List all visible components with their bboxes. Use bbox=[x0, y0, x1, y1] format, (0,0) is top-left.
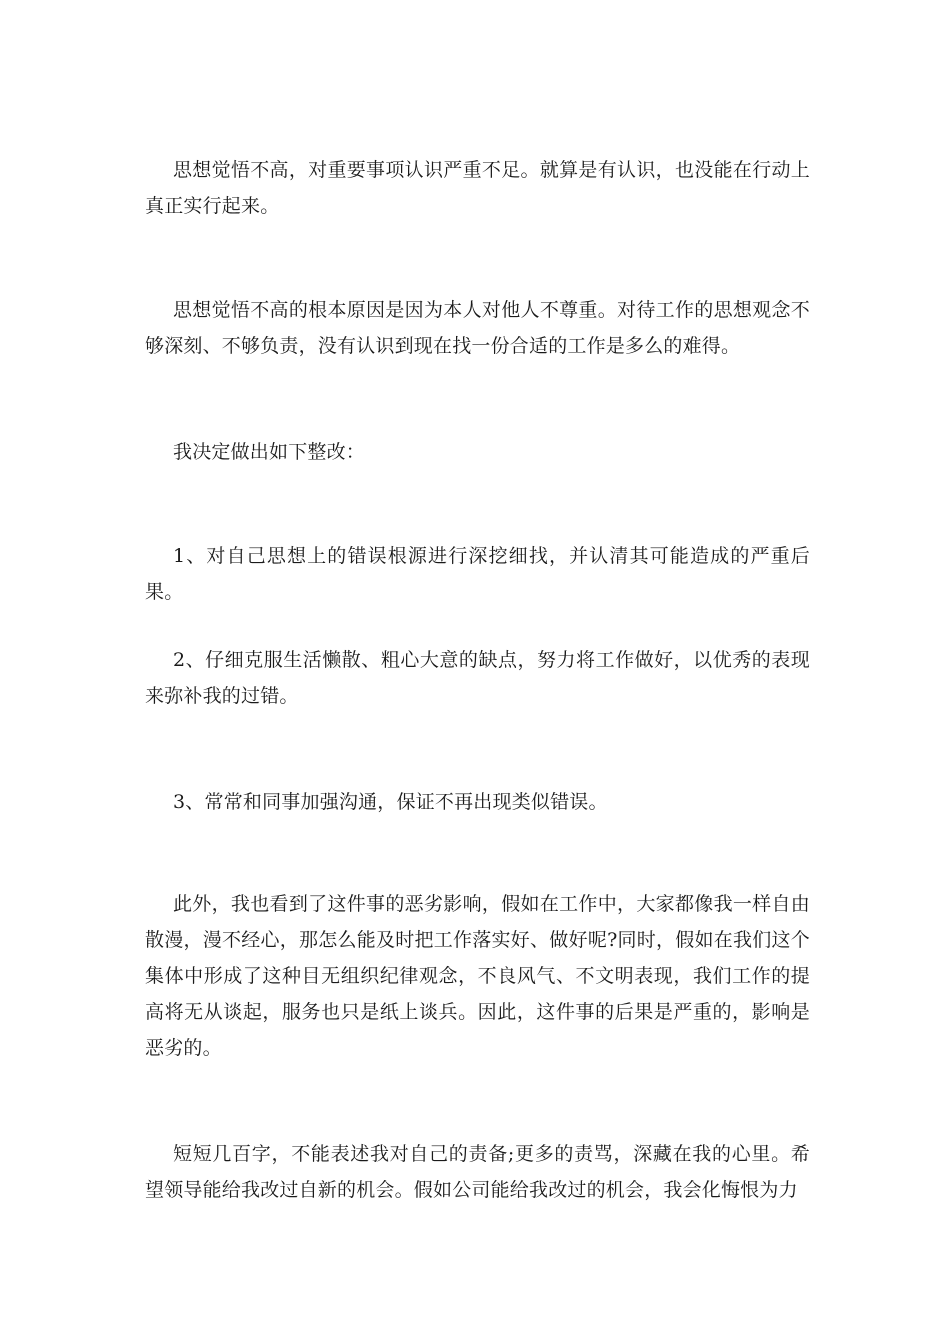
paragraph-item-1: 1、对自己思想上的错误根源进行深挖细找，并认清其可能造成的严重后果。 bbox=[145, 545, 810, 603]
paragraph-item-3: 3、常常和同事加强沟通，保证不再出现类似错误。 bbox=[173, 791, 608, 813]
paragraph-item-2: 2、仔细克服生活懒散、粗心大意的缺点，努力将工作做好，以优秀的表现来弥补我的过错。 bbox=[145, 649, 810, 707]
paragraph-impact: 此外，我也看到了这件事的恶劣影响，假如在工作中，大家都像我一样自由散漫，漫不经心，那怎么能及时把工作落实好、做好呢?同时，假如在我们这个集体中形成了这种目无组织纪律观念，不良风气、不文明表现，我们工作的提高将无从谈起，服务也只是纸上谈兵。因此，这件事的后果是严重的，影响是恶劣的。 bbox=[145, 893, 810, 1059]
paragraph-closing: 短短几百字，不能表述我对自己的责备;更多的责骂，深藏在我的心里。希望领导能给我改过自新的机会。假如公司能给我改过的机会，我会化悔恨为力 bbox=[145, 1143, 810, 1201]
paragraph-root-cause: 思想觉悟不高的根本原因是因为本人对他人不尊重。对待工作的思想观念不够深刻、不够负责，没有认识到现在找一份合适的工作是多么的难得。 bbox=[145, 299, 810, 357]
paragraph-rectification-intro: 我决定做出如下整改： bbox=[173, 441, 366, 463]
paragraph-awareness: 思想觉悟不高，对重要事项认识严重不足。就算是有认识，也没能在行动上真正实行起来。 bbox=[145, 159, 810, 217]
